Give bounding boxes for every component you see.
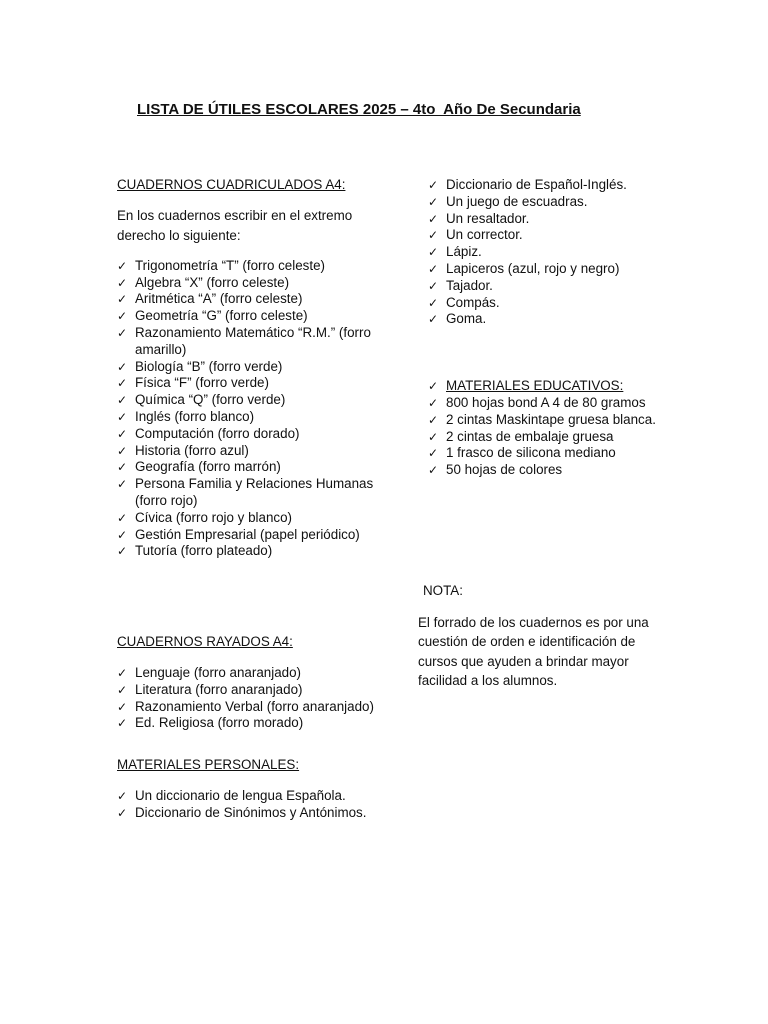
list-item (428, 211, 668, 228)
check-icon: ✓ (428, 194, 439, 209)
list-item (117, 275, 387, 292)
list-item-text: Algebra “X” (forro celeste) (135, 274, 290, 290)
list-item (117, 510, 387, 527)
check-icon: ✓ (117, 510, 128, 525)
list-item (428, 311, 668, 328)
list-item-text: Gestión Empresarial (papel periódico) (135, 526, 360, 542)
list-item (117, 788, 387, 805)
check-icon: ✓ (428, 211, 439, 226)
nota-label: NOTA: (423, 582, 463, 598)
nota-text: El forrado de los cuadernos es por una cuestión de orden e identificación de cursos que ayuden a brindar mayor facilidad a los alumnos. (418, 614, 649, 689)
list-item-text: Aritmética “A” (forro celeste) (135, 291, 303, 307)
list-item (117, 805, 387, 822)
list-item (117, 476, 387, 510)
list-item (428, 445, 668, 462)
list-item (428, 412, 668, 429)
check-icon: ✓ (428, 379, 439, 394)
cuadriculados-intro: En los cuadernos escribir en el extremo derecho lo siguiente: (117, 207, 353, 243)
list-item-text: Un corrector. (446, 227, 523, 243)
list-item-text: Diccionario de Sinónimos y Antónimos. (135, 804, 367, 820)
list-item (117, 527, 387, 544)
list-item (117, 409, 387, 426)
rayados-heading: CUADERNOS RAYADOS A4: (117, 634, 293, 650)
check-icon: ✓ (117, 527, 128, 542)
list-item-text: 2 cintas Maskintape gruesa blanca. (446, 411, 656, 427)
educativos-heading-item (428, 378, 668, 395)
list-item-text: Goma. (446, 311, 487, 327)
list-item-text: Química “Q” (forro verde) (135, 392, 286, 408)
check-icon: ✓ (117, 805, 128, 820)
list-item-text: Un resaltador. (446, 210, 530, 226)
list-item (117, 715, 387, 732)
check-icon: ✓ (117, 716, 128, 731)
list-item (117, 375, 387, 392)
personales-heading: MATERIALES PERSONALES: (117, 757, 300, 773)
list-item (428, 227, 668, 244)
list-item-text: Cívica (forro rojo y blanco) (135, 509, 293, 525)
check-icon: ✓ (428, 245, 439, 260)
check-icon: ✓ (428, 395, 439, 410)
list-item-text: Tutoría (forro plateado) (135, 543, 273, 559)
list-item-text: Inglés (forro blanco) (135, 408, 255, 424)
check-icon: ✓ (117, 258, 128, 273)
check-icon: ✓ (117, 325, 128, 340)
left-column (117, 177, 387, 822)
list-item (428, 194, 668, 211)
check-icon: ✓ (117, 477, 128, 492)
check-icon: ✓ (117, 788, 128, 803)
list-item (117, 543, 387, 560)
check-icon: ✓ (117, 544, 128, 559)
list-item (428, 177, 668, 194)
list-item (117, 258, 387, 275)
list-item (117, 359, 387, 376)
list-item-text: Persona Familia y Relaciones Humanas (forro rojo) (135, 476, 374, 508)
check-icon: ✓ (117, 376, 128, 391)
list-item-text: Computación (forro dorado) (135, 425, 300, 441)
list-item (428, 244, 668, 261)
check-icon: ✓ (428, 312, 439, 327)
list-item-text: Razonamiento Verbal (forro anaranjado) (135, 698, 374, 714)
cuadriculados-heading: CUADERNOS CUADRICULADOS A4: (117, 177, 346, 192)
list-item (117, 291, 387, 308)
check-icon: ✓ (117, 309, 128, 324)
list-item-text: Diccionario de Español-Inglés. (446, 177, 627, 192)
list-item (428, 395, 668, 412)
list-item (428, 295, 668, 312)
check-icon: ✓ (117, 409, 128, 424)
check-icon: ✓ (117, 665, 128, 680)
educativos-items (428, 395, 668, 479)
list-item (117, 699, 387, 716)
list-item (117, 325, 387, 359)
list-item (117, 426, 387, 443)
page-title: LISTA DE ÚTILES ESCOLARES 2025 – 4to Año De Secundaria (137, 101, 581, 118)
right-column (418, 177, 668, 691)
check-icon: ✓ (117, 275, 128, 290)
list-item (117, 459, 387, 476)
cuadriculados-list (117, 258, 387, 560)
educativos-list (428, 378, 668, 395)
list-item-text: Biología “B” (forro verde) (135, 358, 283, 374)
list-item-text: Un juego de escuadras. (446, 193, 588, 209)
list-item-text: Tajador. (446, 277, 493, 293)
list-item (428, 278, 668, 295)
check-icon: ✓ (117, 699, 128, 714)
list-item-text: Geografía (forro marrón) (135, 459, 281, 475)
list-item-text: Ed. Religiosa (forro morado) (135, 715, 304, 731)
check-icon: ✓ (117, 292, 128, 307)
check-icon: ✓ (428, 463, 439, 478)
personales-list (117, 788, 387, 822)
list-item-text: Razonamiento Matemático “R.M.” (forro amarillo) (135, 324, 371, 357)
list-item-text: 2 cintas de embalaje gruesa (446, 428, 614, 444)
list-item (428, 462, 668, 479)
check-icon: ✓ (428, 228, 439, 243)
list-item (117, 665, 387, 682)
list-item-text: Historia (forro azul) (135, 442, 249, 458)
check-icon: ✓ (428, 178, 439, 192)
list-item-text: Literatura (forro anaranjado) (135, 681, 303, 697)
check-icon: ✓ (428, 429, 439, 444)
check-icon: ✓ (117, 426, 128, 441)
list-item-text: Compás. (446, 294, 500, 310)
check-icon: ✓ (117, 393, 128, 408)
list-item-text: 50 hojas de colores (446, 462, 563, 478)
list-item (428, 261, 668, 278)
rayados-list (117, 665, 387, 732)
educativos-heading: MATERIALES EDUCATIVOS: (446, 378, 624, 394)
check-icon: ✓ (117, 359, 128, 374)
list-item-text: Lenguaje (forro anaranjado) (135, 664, 302, 680)
list-item-text: 1 frasco de silicona mediano (446, 445, 616, 461)
check-icon: ✓ (117, 682, 128, 697)
list-item (117, 682, 387, 699)
utiles-list (428, 177, 668, 328)
list-item (117, 308, 387, 325)
list-item (428, 429, 668, 446)
list-item-text: Lapiceros (azul, rojo y negro) (446, 260, 620, 276)
check-icon: ✓ (428, 261, 439, 276)
check-icon: ✓ (428, 278, 439, 293)
list-item-text: Geometría “G” (forro celeste) (135, 308, 308, 324)
list-item-text: Física “F” (forro verde) (135, 375, 269, 391)
list-item (117, 392, 387, 409)
check-icon: ✓ (428, 446, 439, 461)
list-item-text: Un diccionario de lengua Española. (135, 787, 346, 803)
list-item-text: 800 hojas bond A 4 de 80 gramos (446, 394, 646, 410)
check-icon: ✓ (117, 443, 128, 458)
check-icon: ✓ (428, 412, 439, 427)
list-item-text: Trigonometría “T” (forro celeste) (135, 257, 325, 273)
list-item (117, 443, 387, 460)
check-icon: ✓ (428, 295, 439, 310)
check-icon: ✓ (117, 460, 128, 475)
list-item-text: Lápiz. (446, 244, 482, 260)
